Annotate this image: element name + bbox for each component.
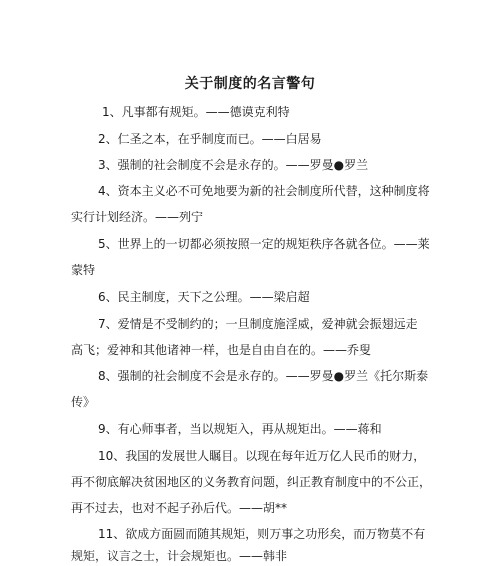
quote-item xyxy=(71,524,428,566)
quote-line: 规矩，议言之士，计会规矩也。——韩非 xyxy=(71,549,288,563)
quote-item xyxy=(71,314,428,360)
quote-item xyxy=(71,446,432,518)
quote-item xyxy=(71,181,430,227)
quote-item xyxy=(98,155,428,175)
quote-line: 5、世界上的一切都必须按照一定的规矩秩序各就各位。——莱 xyxy=(98,237,430,251)
quote-line: 6、民主制度，天下之公理。——梁启超 xyxy=(98,290,310,304)
quote-line: 蒙特 xyxy=(71,263,96,277)
quote-line: 实行计划经济。——列宁 xyxy=(71,210,204,224)
quote-line: 8、强制的社会制度不会是永存的。——罗曼●罗兰《托尔斯泰 xyxy=(98,369,429,383)
quote-line: 再不过去，也对不起子孙后代。——胡** xyxy=(71,501,288,515)
quote-line: 9、有心师事者，当以规矩入，再从规矩出。——蒋和 xyxy=(98,422,382,436)
quote-item xyxy=(98,287,428,307)
quote-item xyxy=(71,234,430,280)
quote-line: 高飞；爱神和其他诸神一样，也是自由自在的。——乔叟 xyxy=(71,343,372,357)
quote-item xyxy=(98,419,428,439)
quote-line: 2、仁圣之本，在乎制度而已。——白居易 xyxy=(98,132,322,146)
quote-item xyxy=(71,366,429,412)
quote-line: 7、爱情是不受制约的；一旦制度施淫威，爱神就会振翅远走 xyxy=(98,317,418,331)
document-title: 关于制度的名言警句 xyxy=(184,76,316,92)
quote-line: 传》 xyxy=(71,395,96,409)
quote-line: 11、欲成方面圆而随其规矩，则万事之功形矣，而万物莫不有 xyxy=(98,527,426,541)
quote-line: 1、凡事都有规矩。——德谟克利特 xyxy=(102,105,290,119)
quote-item xyxy=(98,129,428,149)
quote-item xyxy=(102,102,432,122)
quote-line: 3、强制的社会制度不会是永存的。——罗曼●罗兰 xyxy=(98,158,369,172)
quote-line: 10、我国的发展世人瞩目。以现在每年近万亿人民币的财力， xyxy=(98,449,426,463)
quote-line: 4、资本主义必不可免地要为新的社会制度所代替，这种制度将 xyxy=(98,184,430,198)
quote-line: 再不彻底解决贫困地区的义务教育问题，纠正教育制度中的不公正， xyxy=(71,475,432,489)
